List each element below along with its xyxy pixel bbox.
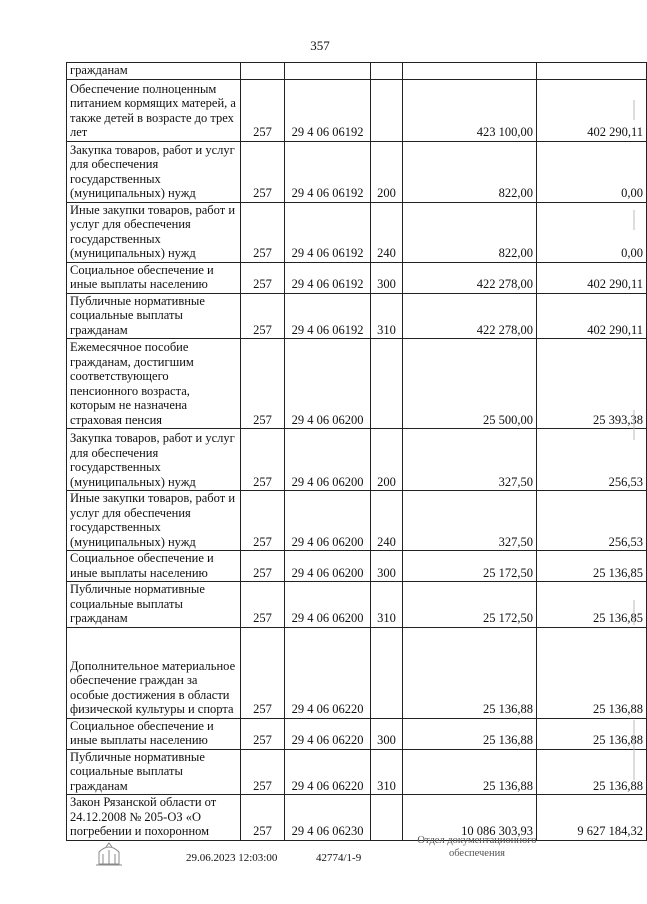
- stamp-line-1: Отдел документационного: [417, 835, 537, 846]
- row-admin-code: 257: [241, 749, 285, 795]
- table-row: [67, 429, 647, 491]
- row-target-code: 29 4 06 06220: [285, 718, 371, 749]
- scan-marks: [632, 80, 636, 840]
- row-target-code: 29 4 06 06230: [285, 795, 371, 841]
- row-name: Закупка товаров, работ и услуг для обеспечения государственных (муниципальных) нужд: [67, 429, 241, 491]
- row-planned-amount: 10 086 303,93: [403, 795, 537, 841]
- department-stamp: [402, 834, 552, 860]
- row-planned-amount: 822,00: [403, 202, 537, 262]
- row-expense-type: 240: [371, 202, 403, 262]
- row-target-code: 29 4 06 06192: [285, 262, 371, 293]
- row-expense-type: [371, 79, 403, 141]
- table-row: [67, 262, 647, 293]
- row-name: Обеспечение полноценным питанием кормящих матерей, а также детей в возрасте до трех лет: [67, 79, 241, 141]
- row-admin-code: 257: [241, 202, 285, 262]
- row-expense-type: [371, 339, 403, 429]
- row-admin-code: 257: [241, 582, 285, 628]
- row-admin-code: 257: [241, 718, 285, 749]
- row-target-code: [285, 63, 371, 80]
- row-name: гражданам: [67, 63, 241, 80]
- row-name: Ежемесячное пособие гражданам, достигшим соответствующего пенсионного возраста, которым не назначена страховая пенсия: [67, 339, 241, 429]
- table-row: [67, 551, 647, 582]
- row-planned-amount: 422 278,00: [403, 262, 537, 293]
- row-expense-type: [371, 627, 403, 718]
- row-name: Закон Рязанской области от 24.12.2008 № 205-ОЗ «О погребении и похоронном: [67, 795, 241, 841]
- row-name: Иные закупки товаров, работ и услуг для обеспечения государственных (муниципальных) нужд: [67, 202, 241, 262]
- row-planned-amount: 327,50: [403, 491, 537, 551]
- table-row: [67, 79, 647, 141]
- row-planned-amount: 25 136,88: [403, 718, 537, 749]
- row-target-code: 29 4 06 06200: [285, 429, 371, 491]
- table-row: [67, 749, 647, 795]
- footer-doc-number: 42774/1-9: [316, 852, 362, 864]
- row-target-code: 29 4 06 06200: [285, 491, 371, 551]
- row-planned-amount: 25 172,50: [403, 582, 537, 628]
- row-executed-amount: 256,53: [537, 491, 647, 551]
- row-executed-amount: 402 290,11: [537, 79, 647, 141]
- row-target-code: 29 4 06 06220: [285, 627, 371, 718]
- row-target-code: 29 4 06 06200: [285, 339, 371, 429]
- row-planned-amount: 25 136,88: [403, 749, 537, 795]
- row-executed-amount: 25 136,85: [537, 582, 647, 628]
- row-planned-amount: 423 100,00: [403, 79, 537, 141]
- row-executed-amount: 0,00: [537, 141, 647, 202]
- row-name: Социальное обеспечение и иные выплаты населению: [67, 551, 241, 582]
- row-admin-code: 257: [241, 429, 285, 491]
- row-name: Социальное обеспечение и иные выплаты населению: [67, 262, 241, 293]
- row-name: Публичные нормативные социальные выплаты гражданам: [67, 293, 241, 339]
- row-target-code: 29 4 06 06192: [285, 141, 371, 202]
- table-row: [67, 627, 647, 718]
- table-row: [67, 718, 647, 749]
- row-planned-amount: 422 278,00: [403, 293, 537, 339]
- row-target-code: 29 4 06 06220: [285, 749, 371, 795]
- row-executed-amount: 0,00: [537, 202, 647, 262]
- budget-table: [66, 62, 647, 841]
- row-expense-type: 300: [371, 551, 403, 582]
- row-name: Закупка товаров, работ и услуг для обеспечения государственных (муниципальных) нужд: [67, 141, 241, 202]
- row-admin-code: 257: [241, 551, 285, 582]
- table-row: [67, 582, 647, 628]
- row-expense-type: 310: [371, 293, 403, 339]
- row-admin-code: 257: [241, 491, 285, 551]
- table-row: [67, 202, 647, 262]
- row-target-code: 29 4 06 06200: [285, 551, 371, 582]
- row-admin-code: 257: [241, 79, 285, 141]
- page-number: 357: [310, 38, 330, 53]
- row-target-code: 29 4 06 06200: [285, 582, 371, 628]
- row-executed-amount: 25 136,88: [537, 749, 647, 795]
- row-name: Дополнительное материальное обеспечение граждан за особые достижения в области физической культуры и спорта: [67, 627, 241, 718]
- row-expense-type: 300: [371, 262, 403, 293]
- row-name: Публичные нормативные социальные выплаты гражданам: [67, 749, 241, 795]
- table-row: [67, 339, 647, 429]
- row-target-code: 29 4 06 06192: [285, 293, 371, 339]
- row-executed-amount: 402 290,11: [537, 293, 647, 339]
- row-expense-type: 310: [371, 749, 403, 795]
- row-executed-amount: 25 136,88: [537, 627, 647, 718]
- crest-logo-icon: [93, 838, 125, 868]
- footer-datetime: 29.06.2023 12:03:00: [186, 852, 278, 864]
- row-executed-amount: 402 290,11: [537, 262, 647, 293]
- row-planned-amount: 25 172,50: [403, 551, 537, 582]
- row-executed-amount: [537, 63, 647, 80]
- row-planned-amount: 822,00: [403, 141, 537, 202]
- row-name: Публичные нормативные социальные выплаты гражданам: [67, 582, 241, 628]
- row-name: Иные закупки товаров, работ и услуг для обеспечения государственных (муниципальных) нужд: [67, 491, 241, 551]
- row-executed-amount: 25 136,85: [537, 551, 647, 582]
- row-executed-amount: 25 136,88: [537, 718, 647, 749]
- table-row: [67, 141, 647, 202]
- row-planned-amount: [403, 63, 537, 80]
- table-row: [67, 293, 647, 339]
- row-expense-type: [371, 63, 403, 80]
- stamp-line-2: обеспечения: [448, 848, 506, 859]
- row-target-code: 29 4 06 06192: [285, 202, 371, 262]
- row-expense-type: 300: [371, 718, 403, 749]
- row-expense-type: [371, 795, 403, 841]
- row-admin-code: 257: [241, 262, 285, 293]
- table-row: [67, 491, 647, 551]
- row-target-code: 29 4 06 06192: [285, 79, 371, 141]
- row-expense-type: 200: [371, 429, 403, 491]
- table-row: [67, 63, 647, 80]
- row-name: Социальное обеспечение и иные выплаты населению: [67, 718, 241, 749]
- row-executed-amount: 9 627 184,32: [537, 795, 647, 841]
- row-admin-code: 257: [241, 795, 285, 841]
- row-expense-type: 200: [371, 141, 403, 202]
- table-row: [67, 795, 647, 841]
- row-admin-code: [241, 63, 285, 80]
- row-expense-type: 240: [371, 491, 403, 551]
- row-admin-code: 257: [241, 339, 285, 429]
- row-executed-amount: 25 393,38: [537, 339, 647, 429]
- row-admin-code: 257: [241, 293, 285, 339]
- row-planned-amount: 25 500,00: [403, 339, 537, 429]
- row-admin-code: 257: [241, 627, 285, 718]
- row-executed-amount: 256,53: [537, 429, 647, 491]
- row-planned-amount: 327,50: [403, 429, 537, 491]
- row-expense-type: 310: [371, 582, 403, 628]
- row-admin-code: 257: [241, 141, 285, 202]
- row-planned-amount: 25 136,88: [403, 627, 537, 718]
